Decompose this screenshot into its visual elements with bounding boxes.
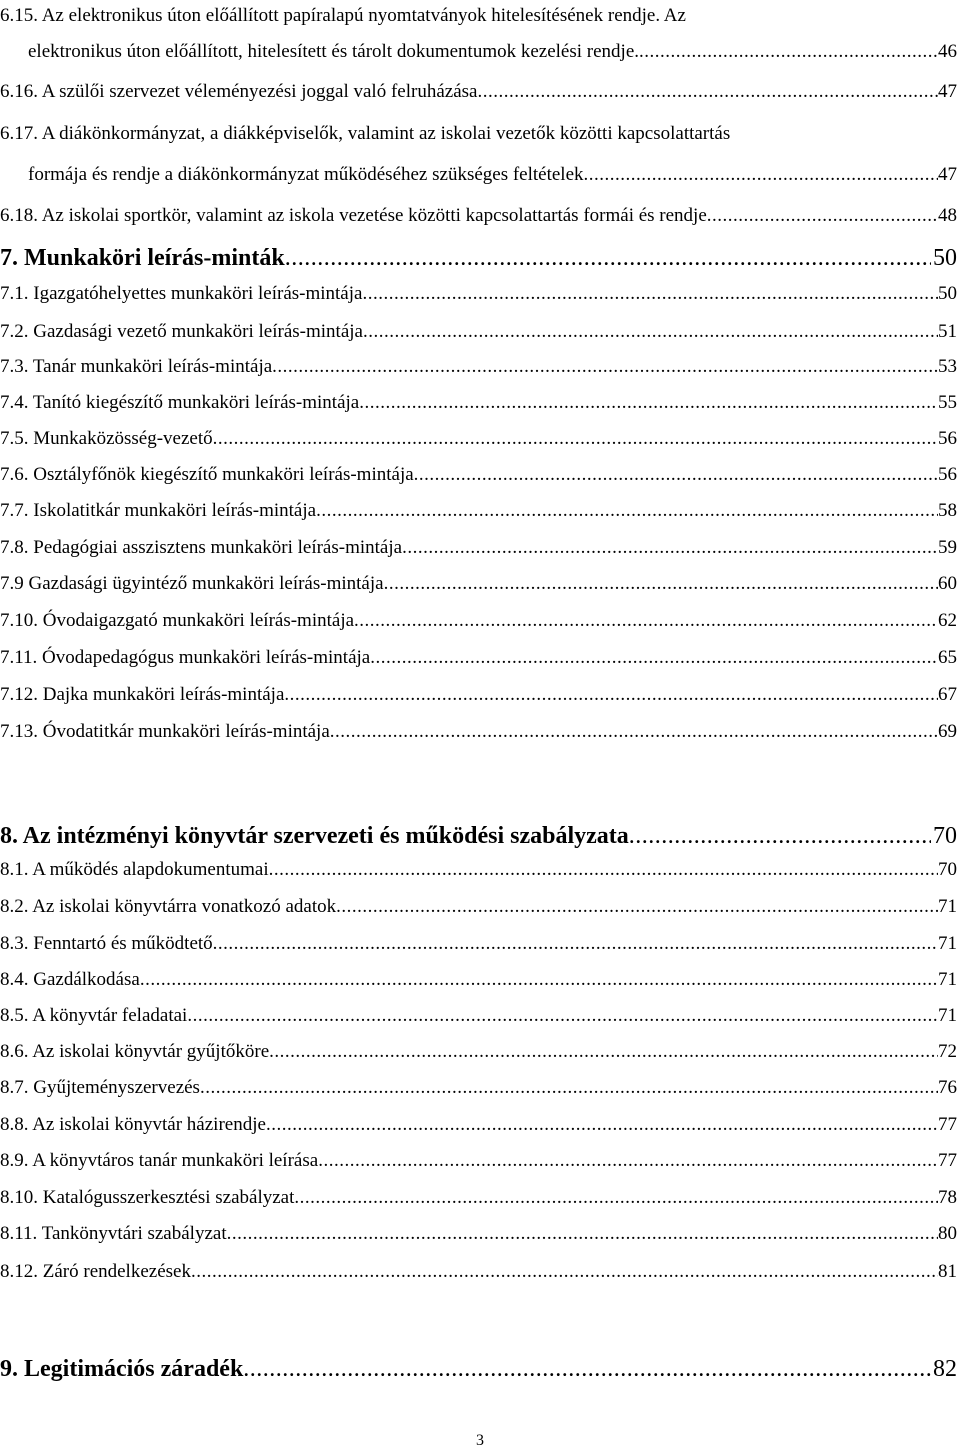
toc-entry-page: 55	[938, 392, 957, 413]
toc-entry-title: 8.11. Tankönyvtári szabályzat	[0, 1223, 227, 1244]
toc-entry-page: 71	[938, 896, 957, 917]
page-number: 3	[476, 1432, 484, 1449]
toc-dot-leader	[200, 1076, 938, 1100]
toc-entry[interactable]	[0, 1222, 957, 1246]
toc-dot-leader	[140, 968, 938, 992]
toc-dot-leader	[359, 391, 938, 415]
toc-entry[interactable]	[0, 244, 957, 272]
toc-entry[interactable]	[0, 1260, 957, 1284]
toc-dot-leader	[294, 1186, 938, 1210]
toc-entry-title: 7.1. Igazgatóhelyettes munkaköri leírás-mintája	[0, 283, 363, 304]
toc-entry[interactable]	[0, 4, 957, 28]
toc-entry-page: 76	[938, 1077, 957, 1098]
toc-entry-title: 8.10. Katalógusszerkesztési szabályzat	[0, 1187, 295, 1208]
toc-entry-title: 6.18. Az iskolai sportkör, valamint az iskola vezetése közötti kapcsolattartás formái és rendje	[0, 205, 707, 226]
toc-entry-page: 71	[938, 1005, 957, 1026]
toc-entry[interactable]	[0, 320, 957, 344]
toc-entry-title: 8.4. Gazdálkodása	[0, 969, 140, 990]
toc-entry-title: 7.3. Tanár munkaköri leírás-mintája	[0, 356, 273, 377]
toc-entry[interactable]	[0, 822, 957, 850]
toc-entry-title: 7. Munkaköri leírás-minták	[0, 245, 285, 271]
toc-dot-leader	[243, 1355, 931, 1383]
toc-entry-page: 71	[938, 933, 957, 954]
toc-entry-title: 8.1. A működés alapdokumentumai	[0, 859, 269, 880]
toc-entry[interactable]	[28, 163, 957, 187]
toc-entry-title: 7.8. Pedagógiai asszisztens munkaköri leírás-mintája	[0, 537, 403, 558]
toc-entry[interactable]	[0, 391, 957, 415]
toc-entry[interactable]	[0, 1149, 957, 1173]
toc-entry[interactable]	[28, 40, 957, 64]
toc-dot-leader	[629, 822, 931, 850]
toc-entry[interactable]	[0, 1076, 957, 1100]
toc-entry-page: 70	[938, 859, 957, 880]
toc-entry-page: 62	[938, 610, 957, 631]
toc-entry[interactable]	[0, 282, 957, 306]
toc-entry[interactable]	[0, 1113, 957, 1137]
toc-dot-leader	[316, 499, 938, 523]
toc-entry-title: elektronikus úton előállított, hitelesített és tárolt dokumentumok kezelési rendje.	[28, 41, 640, 62]
toc-entry-page: 56	[938, 464, 957, 485]
toc-entry[interactable]	[0, 204, 957, 228]
toc-entry-title: 7.13. Óvodatitkár munkaköri leírás-mintája	[0, 721, 330, 742]
toc-entry-title: 8. Az intézményi könyvtár szervezeti és működési szabályzata	[0, 823, 629, 849]
toc-entry[interactable]	[0, 1355, 957, 1383]
toc-entry-title: 8.3. Fenntartó és működtető	[0, 933, 213, 954]
toc-entry-title: formája és rendje a diákönkormányzat működéséhez szükséges feltételek	[28, 164, 584, 185]
toc-entry-title: 6.16. A szülői szervezet véleményezési joggal való felruházása	[0, 81, 478, 102]
toc-dot-leader	[639, 40, 938, 64]
toc-dot-leader	[362, 282, 938, 306]
toc-entry-page: 48	[938, 205, 957, 226]
toc-dot-leader	[284, 683, 938, 707]
toc-entry-title: 7.11. Óvodapedagógus munkaköri leírás-mintája	[0, 647, 371, 668]
toc-entry[interactable]	[0, 646, 957, 670]
toc-entry-title: 8.6. Az iskolai könyvtár gyűjtőköre	[0, 1041, 270, 1062]
toc-entry-title: 7.4. Tanító kiegészítő munkaköri leírás-mintája	[0, 392, 360, 413]
toc-entry-title: 8.5. A könyvtár feladatai	[0, 1005, 188, 1026]
toc-entry-title: 9. Legitimációs záradék	[0, 1356, 244, 1382]
toc-entry-title: 8.8. Az iskolai könyvtár házirendje	[0, 1114, 266, 1135]
toc-dot-leader	[336, 895, 938, 919]
toc-entry-page: 53	[938, 356, 957, 377]
toc-entry[interactable]	[0, 80, 957, 104]
toc-entry-title: 7.5. Munkaközösség-vezető	[0, 428, 213, 449]
toc-entry-title: 7.2. Gazdasági vezető munkaköri leírás-mintája	[0, 321, 363, 342]
toc-entry[interactable]	[0, 720, 957, 744]
toc-entry-page: 46	[938, 41, 957, 62]
toc-entry-title: 7.10. Óvodaigazgató munkaköri leírás-mintája	[0, 610, 355, 631]
toc-entry[interactable]	[0, 499, 957, 523]
toc-entry[interactable]	[0, 1186, 957, 1210]
toc-dot-leader	[477, 80, 938, 104]
toc-entry-title: 6.15. Az elektronikus úton előállított papíralapú nyomtatványok hitelesítésének rendje. Az	[0, 5, 686, 26]
toc-entry-page: 77	[938, 1150, 957, 1171]
toc-entry[interactable]	[0, 932, 957, 956]
toc-entry[interactable]	[0, 683, 957, 707]
toc-entry[interactable]	[0, 355, 957, 379]
toc-entry-page: 59	[938, 537, 957, 558]
toc-dot-leader	[269, 858, 938, 882]
toc-entry[interactable]	[0, 536, 957, 560]
toc-entry-page: 50	[933, 245, 957, 271]
toc-entry-title: 7.6. Osztályfőnök kiegészítő munkaköri leírás-mintája	[0, 464, 414, 485]
toc-dot-leader	[227, 1222, 938, 1246]
toc-entry-page: 60	[938, 573, 957, 594]
toc-entry-page: 51	[938, 321, 957, 342]
toc-dot-leader	[363, 320, 938, 344]
toc-entry[interactable]	[0, 968, 957, 992]
toc-dot-leader	[584, 163, 938, 187]
toc-entry-page: 77	[938, 1114, 957, 1135]
toc-entry-title: 7.12. Dajka munkaköri leírás-mintája	[0, 684, 285, 705]
toc-entry-page: 56	[938, 428, 957, 449]
toc-entry-page: 47	[938, 81, 957, 102]
toc-entry[interactable]	[0, 895, 957, 919]
toc-entry[interactable]	[0, 572, 957, 596]
toc-dot-leader	[272, 355, 938, 379]
toc-entry-page: 69	[938, 721, 957, 742]
toc-entry-title: 8.12. Záró rendelkezések	[0, 1261, 191, 1282]
toc-entry-page: 47	[938, 164, 957, 185]
toc-entry-page: 72	[938, 1041, 957, 1062]
toc-dot-leader	[213, 427, 938, 451]
toc-dot-leader	[384, 572, 938, 596]
toc-dot-leader	[213, 932, 938, 956]
toc-dot-leader	[318, 1149, 938, 1173]
toc-dot-leader	[266, 1113, 938, 1137]
toc-entry[interactable]	[0, 463, 957, 487]
toc-entry[interactable]	[0, 1004, 957, 1028]
toc-entry-title: 8.7. Gyűjteményszervezés	[0, 1077, 200, 1098]
toc-entry-title: 6.17. A diákönkormányzat, a diákképviselők, valamint az iskolai vezetők közötti kapcsolattartás	[0, 123, 731, 144]
toc-entry-page: 82	[933, 1356, 957, 1382]
toc-entry[interactable]	[0, 1040, 957, 1064]
toc-entry-page: 65	[938, 647, 957, 668]
toc-entry[interactable]	[0, 858, 957, 882]
toc-entry-title: 8.9. A könyvtáros tanár munkaköri leírása	[0, 1150, 319, 1171]
toc-dot-leader	[370, 646, 938, 670]
toc-entry-page: 58	[938, 500, 957, 521]
toc-dot-leader	[269, 1040, 938, 1064]
toc-dot-leader	[285, 244, 931, 272]
toc-entry-page: 50	[938, 283, 957, 304]
toc-entry-title: 7.7. Iskolatitkár munkaköri leírás-mintája	[0, 500, 317, 521]
toc-entry-title: 8.2. Az iskolai könyvtárra vonatkozó adatok	[0, 896, 337, 917]
toc-dot-leader	[191, 1260, 938, 1284]
toc-dot-leader	[707, 204, 938, 228]
toc-dot-leader	[354, 609, 938, 633]
toc-entry-page: 80	[938, 1223, 957, 1244]
toc-entry-page: 71	[938, 969, 957, 990]
toc-entry[interactable]	[0, 609, 957, 633]
toc-entry-page: 78	[938, 1187, 957, 1208]
toc-dot-leader	[402, 536, 938, 560]
toc-entry-page: 67	[938, 684, 957, 705]
toc-entry-page: 81	[938, 1261, 957, 1282]
toc-entry[interactable]	[0, 122, 957, 146]
toc-entry-title: 7.9 Gazdasági ügyintéző munkaköri leírás-mintája	[0, 573, 384, 594]
toc-dot-leader	[330, 720, 938, 744]
toc-entry-page: 70	[933, 823, 957, 849]
toc-dot-leader	[187, 1004, 938, 1028]
toc-dot-leader	[414, 463, 938, 487]
toc-entry[interactable]	[0, 427, 957, 451]
